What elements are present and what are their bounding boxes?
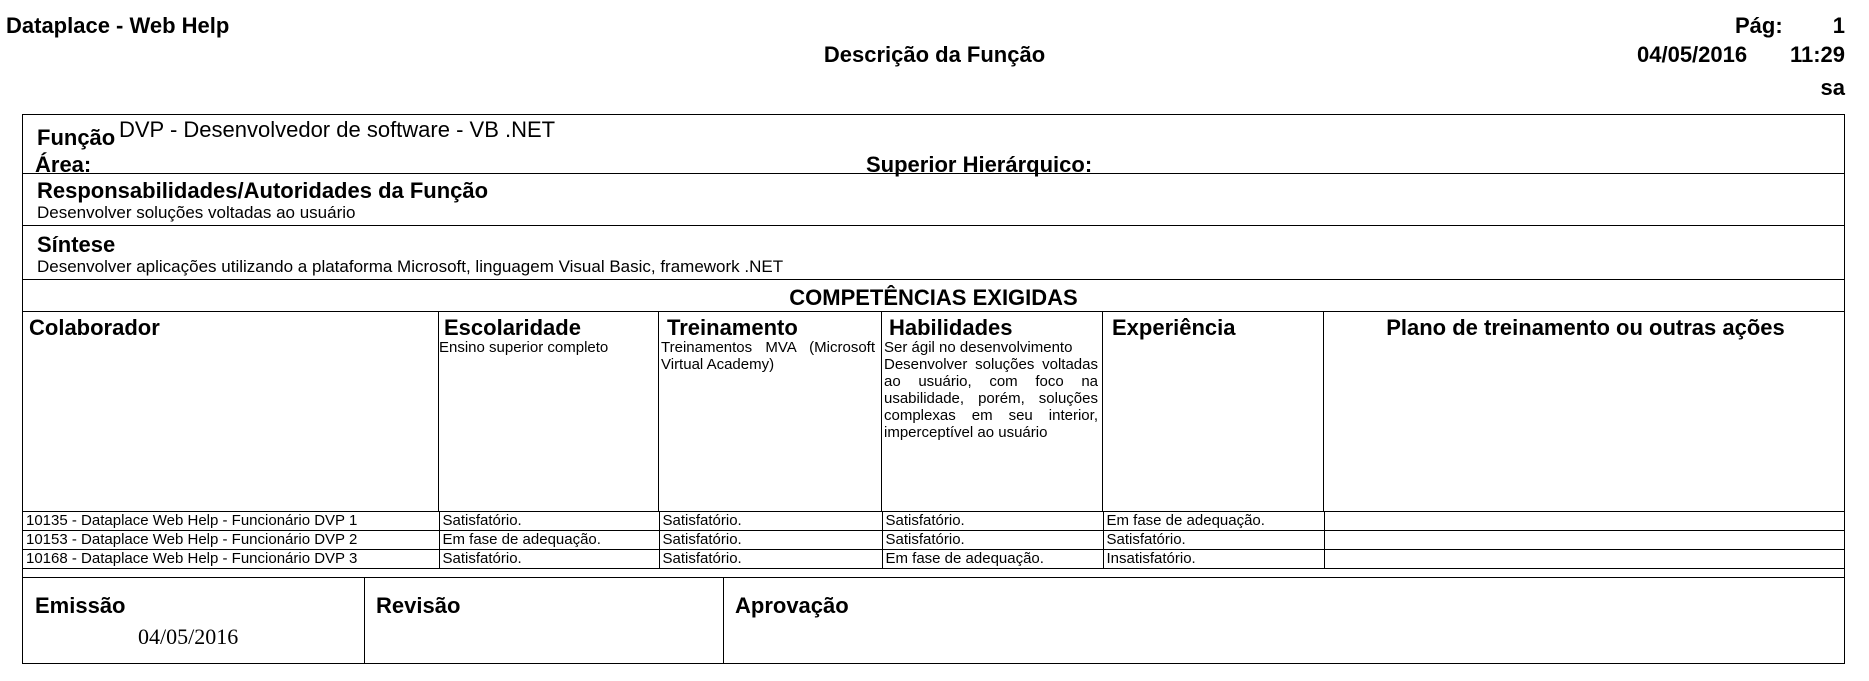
column-divider <box>1323 311 1324 511</box>
req-habilidades-item: Ser ágil no desenvolvimento <box>884 339 1073 356</box>
cell-escolaridade: Satisfatório. <box>439 512 659 531</box>
cell-colaborador: 10168 - Dataplace Web Help - Funcionário DVP 3 <box>23 550 439 569</box>
req-habilidades <box>884 339 1098 441</box>
competencias-title: COMPETÊNCIAS EXIGIDAS <box>789 285 1078 310</box>
sintese-text: Desenvolver aplicações utilizando a plataforma Microsoft, linguagem Visual Basic, framework .NET <box>37 257 784 276</box>
sintese-label: Síntese <box>37 232 116 257</box>
cell-plano <box>1324 550 1844 569</box>
column-divider <box>1102 311 1103 511</box>
divider <box>23 311 1844 312</box>
cell-habilidades: Satisfatório. <box>882 512 1103 531</box>
footer-divider <box>364 577 365 663</box>
emissao-label: Emissão <box>35 593 126 618</box>
cell-plano <box>1324 531 1844 550</box>
cell-colaborador: 10135 - Dataplace Web Help - Funcionário DVP 1 <box>23 512 439 531</box>
col-header-experiencia: Experiência <box>1112 315 1236 340</box>
col-header-plano: Plano de treinamento ou outras ações <box>1386 315 1785 340</box>
divider <box>23 173 1844 174</box>
req-treinamento: Treinamentos MVA (Microsoft Virtual Academy) <box>661 339 875 373</box>
table-row <box>23 550 1844 569</box>
employee-table <box>23 511 1844 569</box>
table-row <box>23 512 1844 531</box>
column-divider <box>658 311 659 511</box>
responsabilidades-text: Desenvolver soluções voltadas ao usuário <box>37 203 356 222</box>
divider <box>23 225 1844 226</box>
divider <box>23 577 1844 578</box>
column-divider <box>881 311 882 511</box>
cell-habilidades: Satisfatório. <box>882 531 1103 550</box>
col-header-escolaridade: Escolaridade <box>444 315 581 340</box>
footer-divider <box>723 577 724 663</box>
cell-escolaridade: Em fase de adequação. <box>439 531 659 550</box>
col-header-treinamento: Treinamento <box>667 315 798 340</box>
cell-treinamento: Satisfatório. <box>659 512 882 531</box>
cell-treinamento: Satisfatório. <box>659 531 882 550</box>
document-title: Descrição da Função <box>823 42 1046 67</box>
req-habilidades-item: Desenvolver soluções voltadas ao usuário, com foco na usabilidade, porém, soluções complexas em seu interior, imperceptível ao usuário <box>884 356 1098 441</box>
page-label: Pág: <box>1735 13 1783 38</box>
table-row <box>23 531 1844 550</box>
revisao-label: Revisão <box>376 593 461 618</box>
col-header-colaborador: Colaborador <box>29 315 160 340</box>
col-header-habilidades: Habilidades <box>889 315 1013 340</box>
page-number: 1 <box>1832 13 1845 38</box>
app-title: Dataplace - Web Help <box>6 13 230 38</box>
cell-escolaridade: Satisfatório. <box>439 550 659 569</box>
cell-habilidades: Em fase de adequação. <box>882 550 1103 569</box>
aprovacao-label: Aprovação <box>735 593 849 618</box>
print-user: sa <box>1820 75 1845 100</box>
report-body <box>22 114 1845 664</box>
area-label: Área: <box>35 152 92 177</box>
print-date: 04/05/2016 <box>1637 42 1748 67</box>
cell-treinamento: Satisfatório. <box>659 550 882 569</box>
funcao-label: Função <box>37 125 116 150</box>
cell-plano <box>1324 512 1844 531</box>
cell-experiencia: Insatisfatório. <box>1103 550 1324 569</box>
funcao-value: DVP - Desenvolvedor de software - VB .NET <box>119 117 556 142</box>
req-escolaridade: Ensino superior completo <box>439 339 609 356</box>
divider <box>23 279 1844 280</box>
cell-experiencia: Satisfatório. <box>1103 531 1324 550</box>
cell-experiencia: Em fase de adequação. <box>1103 512 1324 531</box>
print-time: 11:29 <box>1789 42 1845 67</box>
emissao-date: 04/05/2016 <box>138 624 239 649</box>
cell-colaborador: 10153 - Dataplace Web Help - Funcionário DVP 2 <box>23 531 439 550</box>
responsabilidades-label: Responsabilidades/Autoridades da Função <box>37 178 489 203</box>
superior-label: Superior Hierárquico: <box>866 152 1093 177</box>
